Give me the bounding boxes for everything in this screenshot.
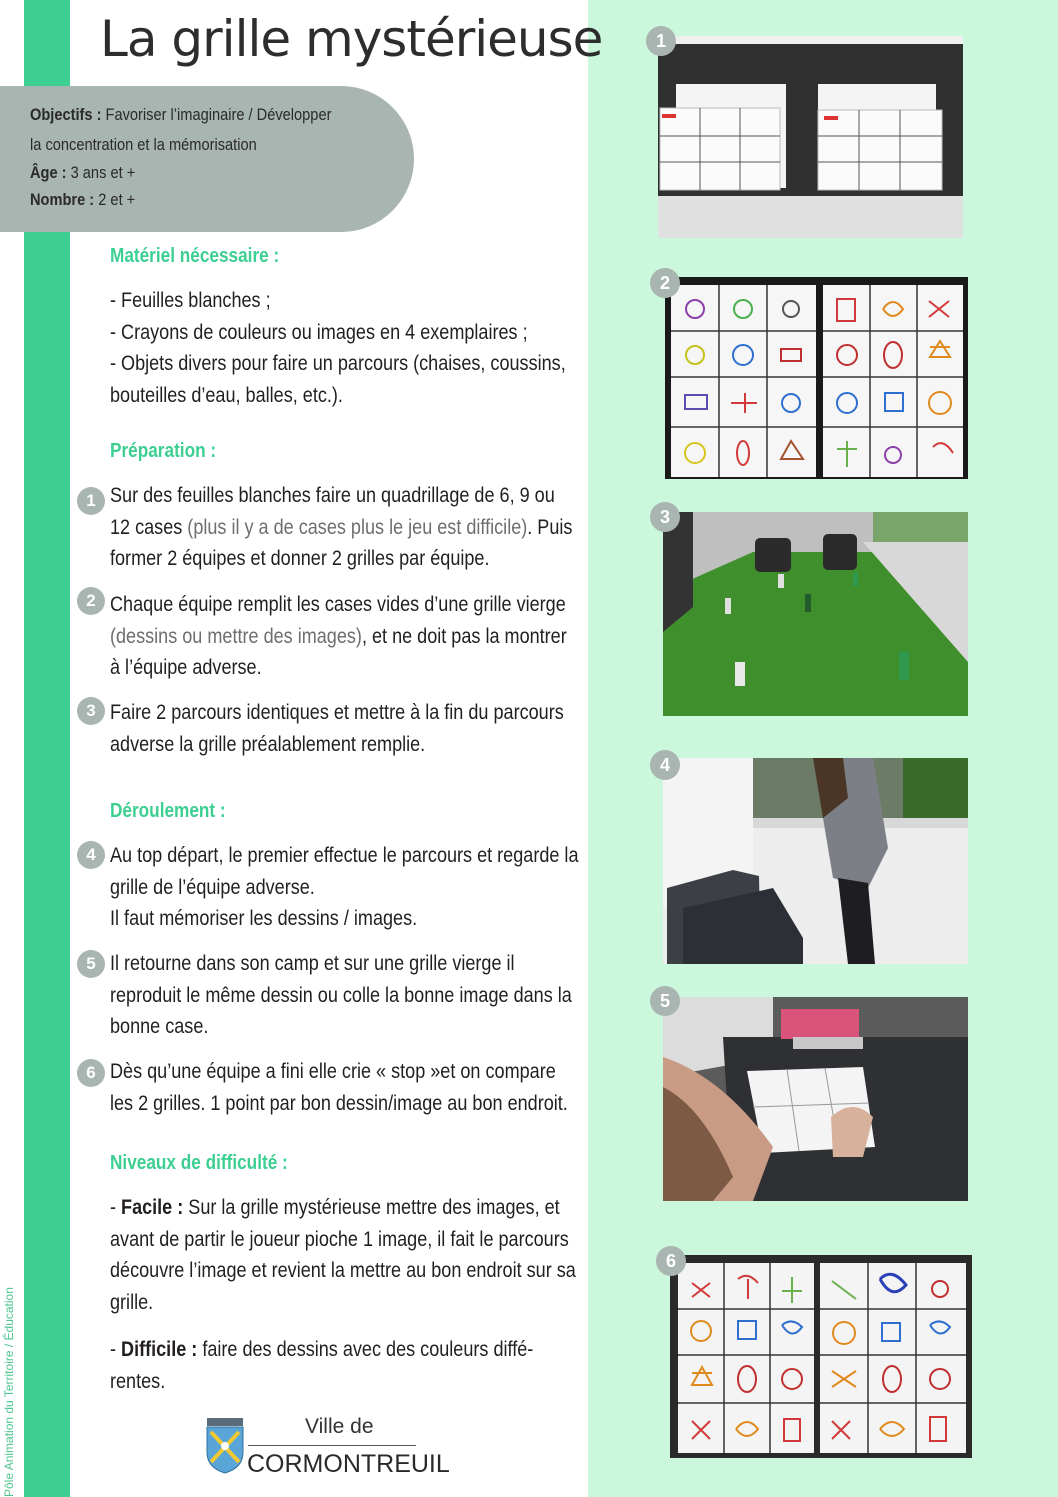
photo-4 (663, 758, 968, 964)
photo-badge-4: 4 (650, 750, 680, 780)
step-badge-5: 5 (77, 950, 105, 978)
step-4-text: Au top départ, le premier effectue le parcours et regarde la grille de l’équipe adverse. Il faut mémoriser les dessins / images. (110, 844, 579, 930)
photo-1-illustration (658, 36, 963, 238)
step-badge-4: 4 (77, 841, 105, 869)
sidebar-text: Pôle Animation du Territoire / Éducation (2, 1287, 16, 1497)
age-line: Âge : 3 ans et + (30, 163, 136, 182)
deroulement-heading: Déroulement : (110, 800, 226, 822)
step-badge-3: 3 (77, 697, 105, 725)
materiel-heading: Matériel nécessaire : (110, 245, 280, 267)
niveau-difficile: - Difficile : faire des dessins avec des couleurs diffé- rentes. (110, 1338, 534, 1393)
logo-city: CORMONTREUIL (247, 1450, 450, 1478)
photo-5 (663, 997, 968, 1201)
nombre-line: Nombre : 2 et + (30, 190, 136, 209)
photo-badge-3: 3 (650, 502, 680, 532)
step-2-text: Chaque équipe remplit les cases vides d’une grille vierge (dessins ou mettre des images), et ne doit pas la montrer à l’équipe adverse. (110, 593, 567, 679)
photo-1 (658, 36, 963, 238)
preparation-heading: Préparation : (110, 440, 217, 462)
step-5-text: Il retourne dans son camp et sur une grille vierge il reproduit le même dessin ou colle la bonne image dans la bonne case. (110, 952, 572, 1038)
page-title: La grille mystérieuse (100, 10, 603, 68)
photo-badge-2: 2 (650, 268, 680, 298)
objectives-box (0, 86, 414, 232)
photo-5-illustration (663, 997, 968, 1201)
logo-divider (248, 1445, 416, 1446)
step-badge-6: 6 (77, 1059, 105, 1087)
photo-2 (665, 277, 968, 479)
step-3-text: Faire 2 parcours identiques et mettre à la fin du parcours adverse la grille préalablement remplie. (110, 701, 564, 756)
step-6-text: Dès qu’une équipe a fini elle crie « stop »et on compare les 2 grilles. 1 point par bon dessin/image au bon endroit. (110, 1060, 568, 1115)
step-1-text: Sur des feuilles blanches faire un quadrillage de 6, 9 ou 12 cases (plus il y a de cases plus le jeu est difficile). Puis former 2 équipes et donner 2 grilles par équipe. (110, 484, 573, 570)
materiel-list: - Feuilles blanches ; - Crayons de couleurs ou images en 4 exemplaires ; - Objets divers pour faire un parcours (chaises, coussins, bouteilles d’eau, balles, etc.). (110, 289, 566, 407)
photo-3 (663, 512, 968, 716)
step-badge-1: 1 (77, 487, 105, 515)
niveau-facile: - Facile : Sur la grille mystérieuse mettre des images, et avant de partir le joueur pioche 1 image, il fait le parcours découvre l’image et revient la mettre au bon endroit sur sa grille. (110, 1196, 576, 1314)
step-badge-2: 2 (77, 587, 105, 615)
city-crest-icon (205, 1418, 245, 1474)
photo-4-illustration (663, 758, 968, 964)
objectives-line-2: la concentration et la mémorisation (30, 135, 257, 154)
photo-2-illustration (665, 277, 968, 479)
photo-6 (670, 1255, 972, 1458)
photo-badge-1: 1 (646, 26, 676, 56)
logo-ville: Ville de (305, 1415, 374, 1438)
niveaux-heading: Niveaux de difficulté : (110, 1152, 288, 1174)
photo-3-illustration (663, 512, 968, 716)
photo-badge-5: 5 (650, 986, 680, 1016)
photo-6-illustration (670, 1255, 972, 1458)
objectives-line-1: Objectifs : Favoriser l’imaginaire / Développer (30, 105, 332, 124)
photo-badge-6: 6 (656, 1246, 686, 1276)
